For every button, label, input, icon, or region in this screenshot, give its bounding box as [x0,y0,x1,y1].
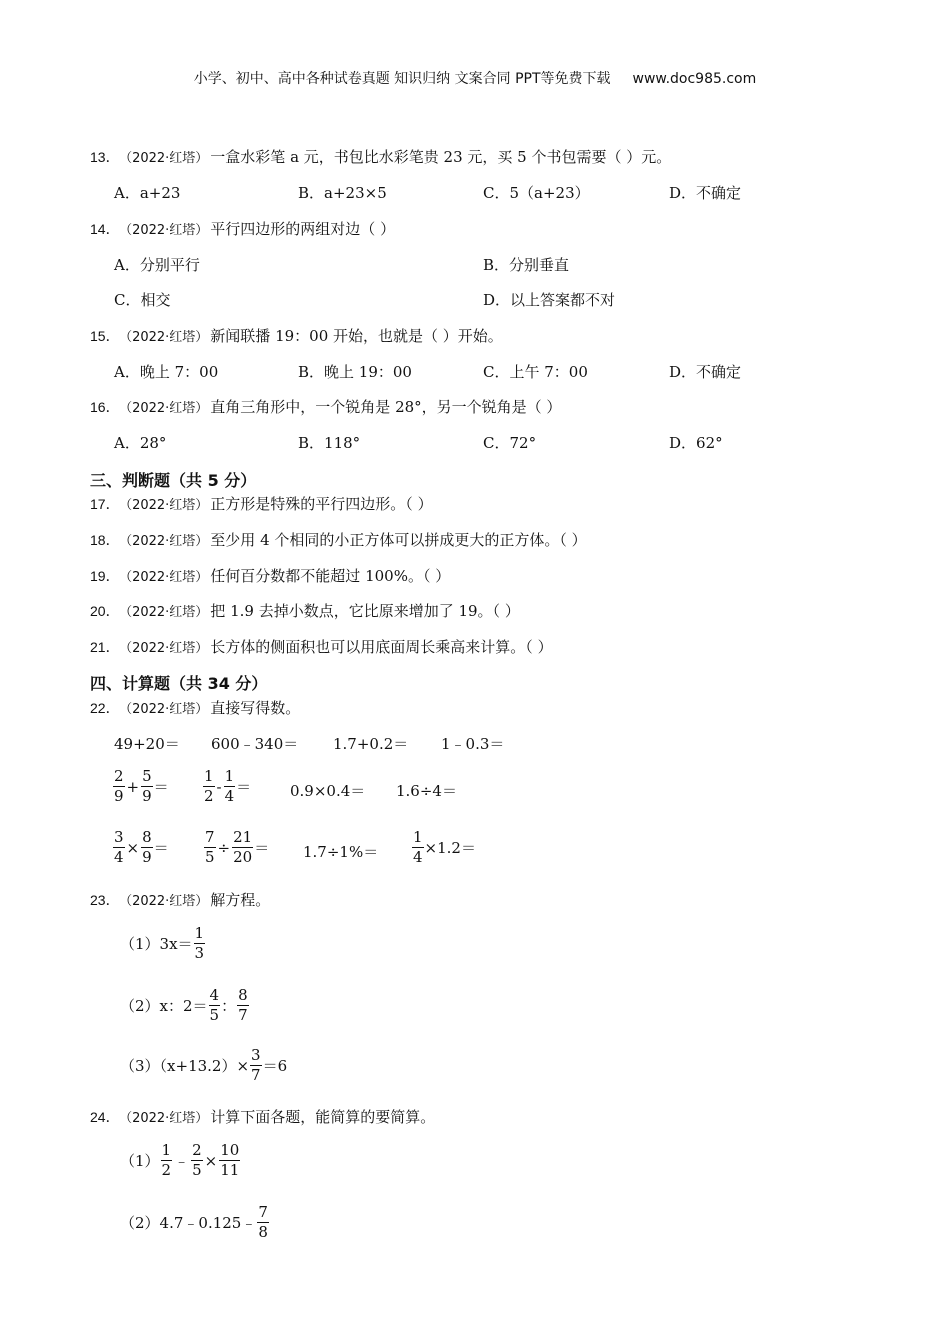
numerator: 1 [194,924,205,942]
question-number: 18． [90,532,120,548]
equals: ＝ [254,839,270,857]
numerator: 2 [192,1141,202,1159]
question-source: （2022·红塔） [125,894,209,909]
calc-item-fraction [112,828,169,867]
denominator: 3 [194,944,205,962]
question-number: 13． [90,149,120,165]
denominator: 4 [224,787,235,805]
operator: - [216,777,222,796]
equation-2 [120,986,250,1025]
question-number: 14． [90,221,120,237]
expression-rest: ＝6 [262,1057,288,1075]
numerator: 7 [258,1203,268,1221]
operator: ÷ [217,838,231,857]
question-18 [90,529,587,550]
option-13-a: A．a+23 [114,184,181,202]
option-13-b: B．a+23×5 [298,184,387,202]
fraction [412,828,424,867]
question-text: 一盒水彩笔 a 元，书包比水彩笔贵 23 元，买 5 个书包需要（ ）元。 [210,148,672,166]
option-15-d: D．不确定 [669,363,742,381]
option-14-c: C．相交 [114,291,171,309]
option-16-b: B．118° [298,434,361,452]
option-14-a: A．分别平行 [114,256,200,274]
fraction [219,1141,240,1180]
equation-label: （2）x：2＝ [120,997,208,1015]
question-number: 20． [90,603,120,619]
operator: + [126,777,140,796]
numerator: 10 [220,1141,240,1159]
fraction [141,767,153,806]
question-text: 直接写得数。 [210,699,301,717]
equation-1 [120,924,206,963]
option-15-b: B．晚上 19：00 [298,363,412,381]
question-text: 任何百分数都不能超过 100%。（ ） [210,567,451,585]
denominator: 2 [161,1161,172,1179]
option-13-d: D．不确定 [669,184,742,202]
question-text: 至少用 4 个相同的小正方体可以拼成更大的正方体。（ ） [210,531,587,549]
numerator: 21 [233,828,253,846]
expression-2 [120,1203,270,1242]
question-source: （2022·红塔） [125,401,209,416]
expression-label: （2）4.7﹣0.125﹣ [120,1214,257,1232]
question-number: 24． [90,1109,120,1125]
question-number: 19． [90,568,120,584]
option-16-c: C．72° [483,434,537,452]
question-source: （2022·红塔） [125,223,209,238]
option-13-c: C．5（a+23） [483,184,590,202]
denominator: 5 [192,1161,202,1179]
question-text: 正方形是特殊的平行四边形。（ ） [210,495,433,513]
operator: × [204,1151,218,1170]
question-source: （2022·红塔） [125,641,209,656]
question-text: 解方程。 [210,891,271,909]
fraction [250,1046,262,1085]
numerator: 1 [161,1141,172,1159]
calc-item: 1.7÷1%＝ [303,843,379,861]
question-number: 22． [90,700,120,716]
fraction [194,924,206,963]
calc-item-fraction [112,767,169,806]
denominator: 5 [209,1006,220,1024]
question-source: （2022·红塔） [125,570,209,585]
question-text: 把 1.9 去掉小数点，它比原来增加了 19。（ ） [210,602,520,620]
denominator: 7 [238,1006,248,1024]
numerator: 7 [205,828,215,846]
expression-1 [120,1141,241,1180]
question-source: （2022·红塔） [125,1111,209,1126]
denominator: 9 [142,787,152,805]
fraction [204,828,216,867]
question-number: 15． [90,328,120,344]
question-number: 23． [90,892,120,908]
question-13 [90,146,671,167]
numerator: 1 [224,767,235,785]
calc-item: 49+20＝ [114,735,180,753]
header-url: www.doc985.com [632,71,757,87]
denominator: 4 [114,848,124,866]
question-number: 17． [90,496,120,512]
question-23 [90,889,270,910]
question-text: 平行四边形的两组对边（ ） [210,220,396,238]
section-title-calc: 四、计算题（共 34 分） [90,674,268,693]
fraction [161,1141,173,1180]
question-number: 16． [90,399,120,415]
denominator: 11 [220,1161,240,1179]
question-source: （2022·红塔） [125,151,209,166]
question-19 [90,565,450,586]
operator: ﹣ [174,1152,190,1170]
question-21 [90,636,553,657]
option-15-a: A．晚上 7：00 [114,363,219,381]
question-source: （2022·红塔） [125,702,209,717]
denominator: 2 [204,787,214,805]
option-16-a: A．28° [114,434,167,452]
fraction [257,1203,269,1242]
question-text: 长方体的侧面积也可以用底面周长乘高来计算。（ ） [210,638,553,656]
denominator: 8 [258,1223,268,1241]
numerator: 8 [142,828,152,846]
numerator: 4 [209,986,220,1004]
section-title-judge: 三、判断题（共 5 分） [90,471,257,490]
fraction [232,828,253,867]
equation-label: （1）3x＝ [120,935,193,953]
question-14 [90,218,395,239]
calc-item: 1.7+0.2＝ [333,735,409,753]
page-header [0,68,950,88]
fraction [237,986,249,1025]
equals: ＝ [153,839,169,857]
question-15 [90,325,503,346]
option-14-d: D．以上答案都不对 [483,291,616,309]
fraction [224,767,236,806]
calc-item-fraction [202,767,251,806]
option-16-d: D．62° [669,434,723,452]
fraction [209,986,221,1025]
numerator: 2 [114,767,124,785]
question-17 [90,493,433,514]
question-source: （2022·红塔） [125,330,209,345]
denominator: 4 [413,848,423,866]
calc-item: 1﹣0.3＝ [441,735,505,753]
question-source: （2022·红塔） [125,534,209,549]
question-16 [90,396,561,417]
equals: ＝ [236,778,252,796]
option-14-b: B．分别垂直 [483,256,570,274]
option-15-c: C．上午 7：00 [483,363,588,381]
denominator: 9 [114,787,124,805]
expression-label: （1） [120,1152,160,1170]
header-text: 小学、初中、高中各种试卷真题 知识归纳 文案合同 PPT等免费下载 [193,71,611,87]
calc-item: 1.6÷4＝ [396,782,457,800]
equation-3 [120,1046,287,1085]
calc-item-fraction [411,828,476,867]
calc-item-fraction [203,828,269,867]
question-text: 直角三角形中，一个锐角是 28°，另一个锐角是（ ） [210,398,562,416]
numerator: 3 [114,828,124,846]
numerator: 8 [238,986,248,1004]
calc-item: 0.9×0.4＝ [290,782,366,800]
question-number: 21． [90,639,120,655]
ratio-sign: ： [221,997,237,1015]
question-24 [90,1106,435,1127]
denominator: 9 [142,848,152,866]
operator: × [126,838,140,857]
numerator: 5 [142,767,152,785]
question-text: 新闻联播 19：00 开始，也就是（ ）开始。 [210,327,503,345]
question-source: （2022·红塔） [125,605,209,620]
question-source: （2022·红塔） [125,498,209,513]
equals: ＝ [153,778,169,796]
fraction [203,767,215,806]
denominator: 20 [233,848,253,866]
fraction [191,1141,203,1180]
fraction [141,828,153,867]
numerator: 1 [204,767,214,785]
question-20 [90,600,520,621]
question-22 [90,697,300,718]
fraction [113,767,125,806]
denominator: 7 [251,1066,261,1084]
denominator: 5 [205,848,215,866]
equation-label: （3）（x+13.2）× [120,1057,250,1075]
question-text: 计算下面各题，能简算的要简算。 [210,1108,436,1126]
expression-rest: ×1.2＝ [424,839,476,857]
calc-item: 600﹣340＝ [211,735,299,753]
numerator: 1 [413,828,423,846]
fraction [113,828,125,867]
numerator: 3 [251,1046,261,1064]
